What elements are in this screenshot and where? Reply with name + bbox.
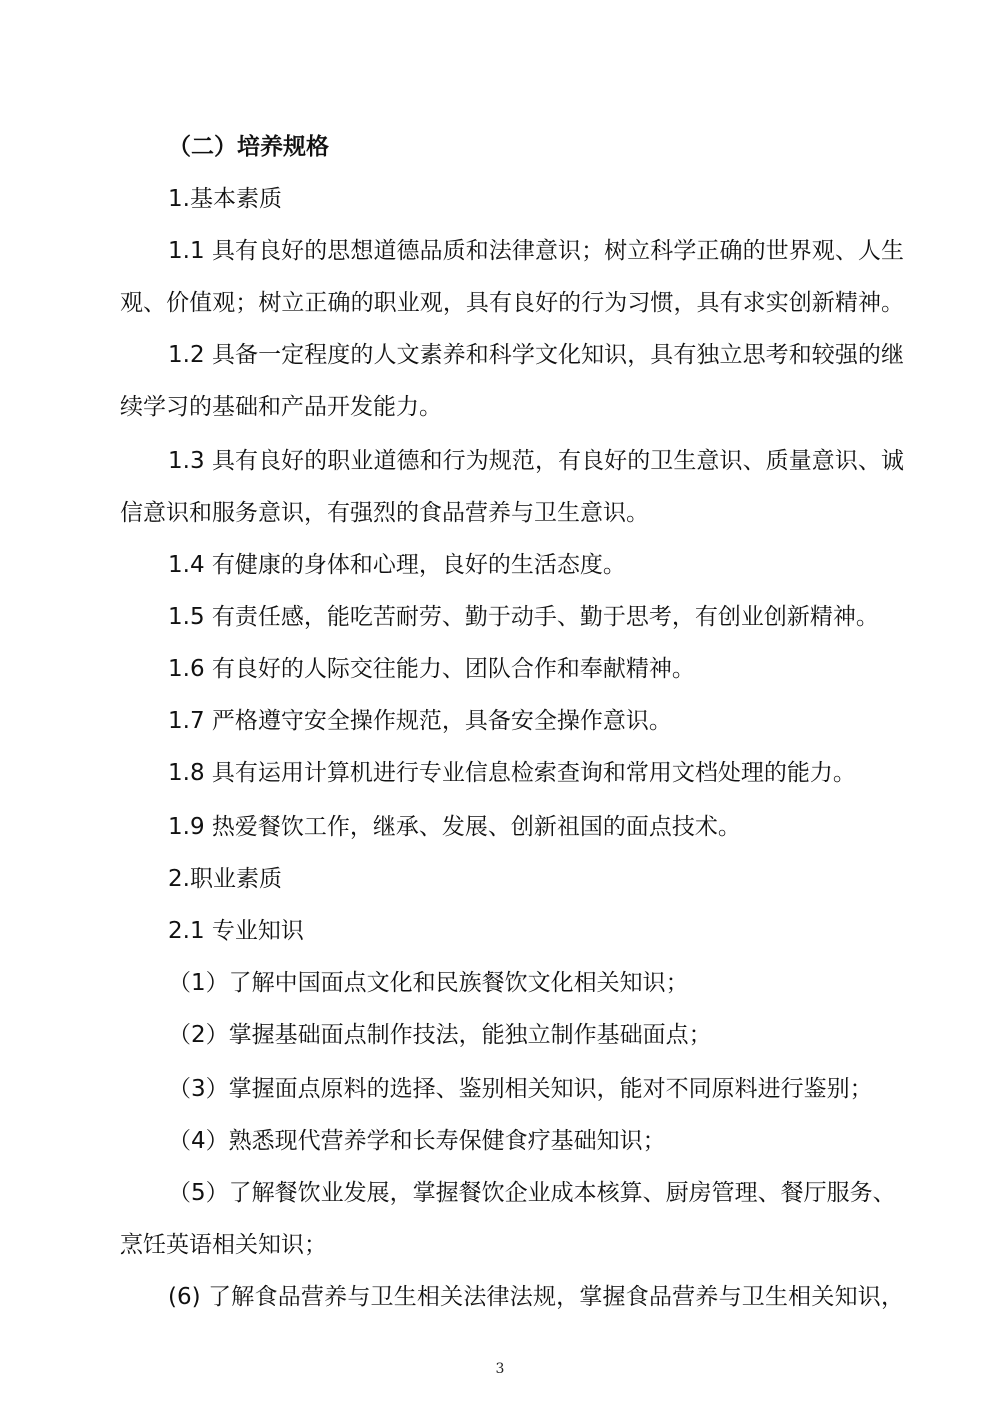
paragraph-line: 1.6 有良好的人际交往能力、团队合作和奉献精神。 (168, 656, 695, 682)
list-item-continuation: 烹饪英语相关知识； (120, 1232, 327, 1258)
subsection-title-basic-quality: 1.基本素质 (168, 186, 282, 212)
list-item: （1）了解中国面点文化和民族餐饮文化相关知识； (168, 970, 689, 996)
paragraph-line: 1.4 有健康的身体和心理，良好的生活态度。 (168, 552, 626, 578)
paragraph-line: 1.8 具有运用计算机进行专业信息检索查询和常用文档处理的能力。 (168, 760, 856, 786)
paragraph-line: 1.5 有责任感，能吃苦耐劳、勤于动手、勤于思考，有创业创新精神。 (168, 604, 879, 630)
subsection-title-professional-knowledge: 2.1 专业知识 (168, 918, 304, 944)
list-item: （4）熟悉现代营养学和长寿保健食疗基础知识； (168, 1128, 666, 1154)
list-item: （2）掌握基础面点制作技法，能独立制作基础面点； (168, 1022, 712, 1048)
paragraph-line: 观、价值观；树立正确的职业观，具有良好的行为习惯，具有求实创新精神。 (120, 290, 904, 316)
list-item: （5）了解餐饮业发展，掌握餐饮企业成本核算、厨房管理、餐厅服务、 (168, 1180, 896, 1206)
paragraph-line: 1.7 严格遵守安全操作规范，具备安全操作意识。 (168, 708, 672, 734)
paragraph-line: 1.9 热爱餐饮工作，继承、发展、创新祖国的面点技术。 (168, 814, 741, 840)
paragraph-line: 续学习的基础和产品开发能力。 (120, 394, 442, 420)
list-item: (6) 了解食品营养与卫生相关法律法规，掌握食品营养与卫生相关知识， (168, 1284, 904, 1310)
paragraph-line: 1.1 具有良好的思想道德品质和法律意识；树立科学正确的世界观、人生 (168, 238, 904, 264)
paragraph-line: 1.3 具有良好的职业道德和行为规范，有良好的卫生意识、质量意识、诚 (168, 448, 904, 474)
paragraph-line: 信意识和服务意识，有强烈的食品营养与卫生意识。 (120, 500, 649, 526)
page-number: 3 (495, 1361, 505, 1377)
subsection-title-professional-quality: 2.职业素质 (168, 866, 282, 892)
section-heading: （二）培养规格 (168, 134, 329, 160)
paragraph-line: 1.2 具备一定程度的人文素养和科学文化知识，具有独立思考和较强的继 (168, 342, 904, 368)
list-item: （3）掌握面点原料的选择、鉴别相关知识，能对不同原料进行鉴别； (168, 1076, 873, 1102)
